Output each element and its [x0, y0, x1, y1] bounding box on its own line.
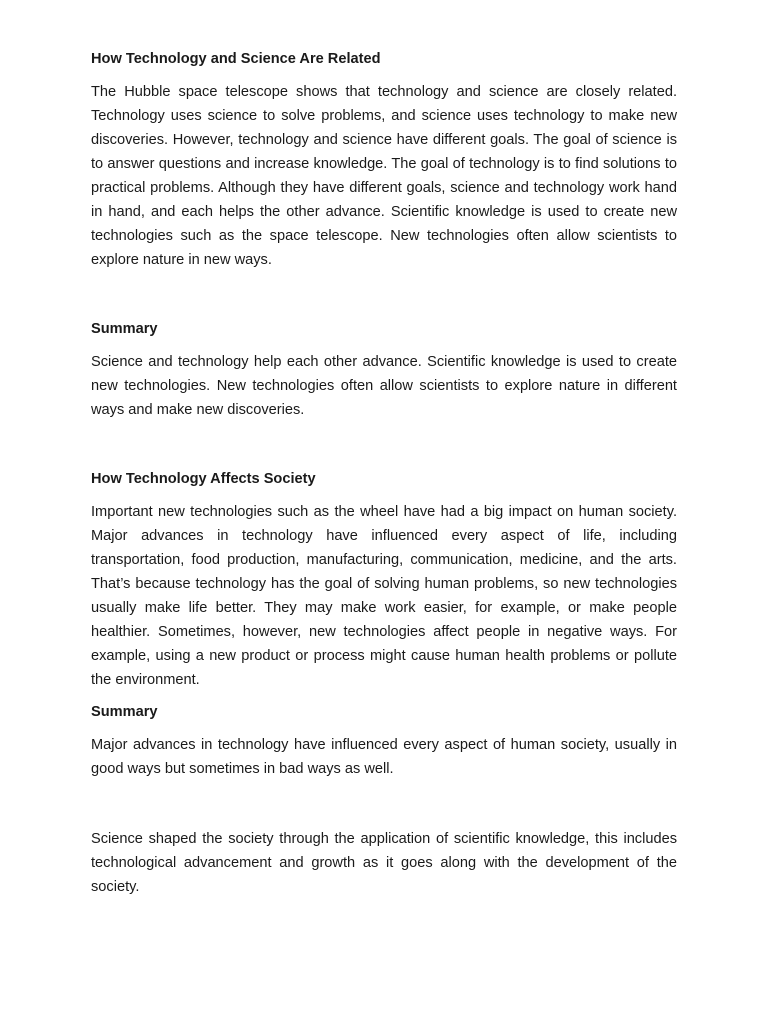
section-paragraph: The Hubble space telescope shows that technology and science are closely related. Technology uses science to solve problems, and science uses technology to make new discoveries. However, technology and science have different goals. The goal of science is to answer questions and increase knowledge. The goal of technology is to find solutions to practical problems. Although they have different goals, science and technology work hand in hand, and each helps the other advance. Scientific knowledge is used to create new technologies such as the space telescope. New technologies often allow scientists to explore nature in new ways.: [91, 84, 677, 268]
section-paragraph: Important new technologies such as the wheel have had a big impact on human society. Major advances in technology have influenced every aspect of life, including transportation, food production, manufacturing, communication, medicine, and the arts. That’s because technology has the goal of solving human problems, so new technologies usually make life better. They may make work easier, for example, or make people healthier. Sometimes, however, new technologies affect people in negative ways. For example, using a new product or process might cause human health problems or pollute the environment.: [91, 504, 677, 688]
closing-paragraph: Science shaped the society through the application of scientific knowledge, this includes technological advancement and growth as it goes along with the development of the society.: [91, 831, 677, 895]
section-heading: How Technology Affects Society: [91, 471, 316, 487]
section-heading: How Technology and Science Are Related: [91, 51, 381, 67]
summary-heading: Summary: [91, 321, 158, 337]
summary-paragraph: Science and technology help each other advance. Scientific knowledge is used to create new technologies. New technologies often allow scientists to explore nature in different ways and make new discoveries.: [91, 354, 677, 418]
summary-paragraph: Major advances in technology have influenced every aspect of human society, usually in good ways but sometimes in bad ways as well.: [91, 737, 677, 777]
document-page: [91, 48, 677, 899]
summary-heading: Summary: [91, 704, 158, 720]
